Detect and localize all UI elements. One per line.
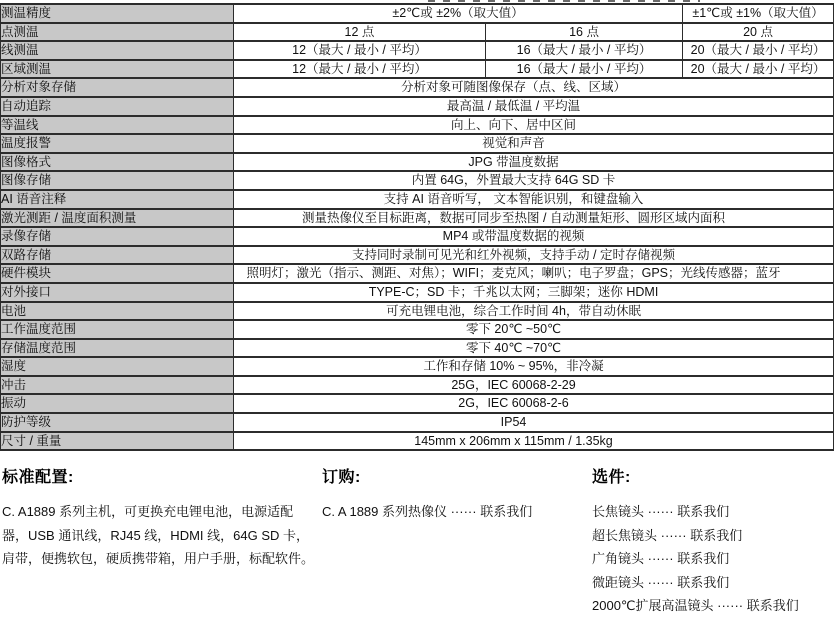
spec-row-value: 零下 40℃ ~70℃ — [234, 339, 834, 358]
standard-config-section — [2, 464, 316, 571]
options-section — [592, 464, 835, 618]
ordering-title: 订购: — [322, 469, 361, 486]
spec-row-label: 对外接口 — [1, 283, 234, 302]
spec-row-value: MP4 或带温度数据的视频 — [234, 227, 834, 246]
table-row — [1, 264, 834, 283]
list-item: 长焦镜头 ······ 联系我们 — [592, 504, 730, 519]
spec-row-value: 16 点 — [486, 23, 683, 42]
spec-row-value: ±2℃或 ±2%（取大值） — [234, 4, 683, 23]
spec-row-label: 冲击 — [1, 376, 234, 395]
spec-row-label: 图像存储 — [1, 171, 234, 190]
spec-row-label: 分析对象存储 — [1, 78, 234, 97]
spec-row-label: 区域测温 — [1, 60, 234, 79]
table-row — [1, 339, 834, 358]
spec-row-label: 线测温 — [1, 41, 234, 60]
spec-row-value: 零下 20℃ ~50℃ — [234, 320, 834, 339]
table-row — [1, 320, 834, 339]
spec-row-value: 12（最大 / 最小 / 平均） — [234, 41, 486, 60]
spec-row-label: 存储温度范围 — [1, 339, 234, 358]
table-row — [1, 246, 834, 265]
spec-row-value: JPG 带温度数据 — [234, 153, 834, 172]
ordering-section — [322, 464, 582, 524]
options-list — [592, 500, 835, 618]
spec-row-value: 支持同时录制可见光和红外视频，支持手动 / 定时存储视频 — [234, 246, 834, 265]
table-row — [1, 153, 834, 172]
spec-row-value: 内置 64G，外置最大支持 64G SD 卡 — [234, 171, 834, 190]
spec-row-label: 测温精度 — [1, 4, 234, 23]
spec-row-value: 分析对象可随图像保存（点、线、区域） — [234, 78, 834, 97]
standard-config-title: 标准配置: — [2, 469, 74, 486]
spec-row-value: 20（最大 / 最小 / 平均） — [683, 41, 834, 60]
spec-row-label: 湿度 — [1, 357, 234, 376]
spec-row-value: 16（最大 / 最小 / 平均） — [486, 60, 683, 79]
spec-row-value: 最高温 / 最低温 / 平均温 — [234, 97, 834, 116]
spec-row-value: 照明灯；激光（指示、测距、对焦）；WIFI；麦克风；喇叭；电子罗盘；GPS；光线传感器；蓝牙 — [234, 264, 834, 283]
list-item: C. A 1889 系列热像仪 ······ 联系我们 — [322, 504, 533, 519]
spec-row-value: 测量热像仪至目标距离，数据可同步至热图 / 自动测量矩形、圆形区域内面积 — [234, 209, 834, 228]
spec-row-value: 视觉和声音 — [234, 134, 834, 153]
table-row — [1, 190, 834, 209]
table-row — [1, 227, 834, 246]
spec-row-label: 工作温度范围 — [1, 320, 234, 339]
spec-row-label: 振动 — [1, 394, 234, 413]
spec-row-label: 硬件模块 — [1, 264, 234, 283]
spec-row-value: IP54 — [234, 413, 834, 432]
list-item: 广角镜头 ······ 联系我们 — [592, 551, 730, 566]
spec-row-value: 可充电锂电池，综合工作时间 4h，带自动休眠 — [234, 302, 834, 321]
table-row — [1, 116, 834, 135]
table-row — [1, 23, 834, 42]
table-row — [1, 134, 834, 153]
spec-row-value: 工作和存储 10% ~ 95%，非冷凝 — [234, 357, 834, 376]
options-title: 选件: — [592, 469, 631, 486]
spec-row-label: 等温线 — [1, 116, 234, 135]
table-row — [1, 432, 834, 451]
spec-row-label: 录像存储 — [1, 227, 234, 246]
table-row — [1, 376, 834, 395]
spec-row-value: 16（最大 / 最小 / 平均） — [486, 41, 683, 60]
table-row — [1, 171, 834, 190]
spec-row-label: 尺寸 / 重量 — [1, 432, 234, 451]
spec-table-body — [1, 4, 834, 450]
table-row — [1, 4, 834, 23]
spec-row-value: 12（最大 / 最小 / 平均） — [234, 60, 486, 79]
table-row — [1, 302, 834, 321]
table-row — [1, 209, 834, 228]
spec-row-label: 点测温 — [1, 23, 234, 42]
ordering-list — [322, 500, 582, 524]
spec-row-value: 向上、向下、居中区间 — [234, 116, 834, 135]
table-row — [1, 97, 834, 116]
spec-row-label: 自动追踪 — [1, 97, 234, 116]
spec-row-value: 12 点 — [234, 23, 486, 42]
table-row — [1, 413, 834, 432]
list-item: 超长焦镜头 ······ 联系我们 — [592, 527, 743, 543]
spec-row-value: 2G，IEC 60068-2-6 — [234, 394, 834, 413]
spec-row-value: TYPE-C；SD 卡；千兆以太网；三脚架；迷你 HDMI — [234, 283, 834, 302]
spec-row-label: 防护等级 — [1, 413, 234, 432]
spec-row-label: 激光测距 / 温度面积测量 — [1, 209, 234, 228]
table-row — [1, 41, 834, 60]
spec-row-value: 20 点 — [683, 23, 834, 42]
spec-row-label: 温度报警 — [1, 134, 234, 153]
spec-row-value: 145mm x 206mm x 115mm / 1.35kg — [234, 432, 834, 451]
spec-table — [0, 3, 834, 451]
table-row — [1, 60, 834, 79]
cropped-row-remnant — [428, 0, 700, 2]
spec-row-label: AI 语音注释 — [1, 190, 234, 209]
spec-row-label: 图像格式 — [1, 153, 234, 172]
table-row — [1, 283, 834, 302]
list-item: 微距镜头 ······ 联系我们 — [592, 574, 730, 590]
spec-row-value: 支持 AI 语音听写， 文本智能识别，和键盘输入 — [234, 190, 834, 209]
spec-row-label: 双路存储 — [1, 246, 234, 265]
spec-row-value: 25G，IEC 60068-2-29 — [234, 376, 834, 395]
table-row — [1, 394, 834, 413]
spec-row-value: 20（最大 / 最小 / 平均） — [683, 60, 834, 79]
standard-config-body: C. A1889 系列主机，可更换充电锂电池，电源适配器，USB 通讯线，RJ45 线，HDMI 线，64G SD 卡，肩带，便携软包，硬质携带箱，用户手册，标配软件。 — [2, 504, 315, 566]
table-row — [1, 78, 834, 97]
table-row — [1, 357, 834, 376]
spec-row-label: 电池 — [1, 302, 234, 321]
spec-row-value: ±1℃或 ±1%（取大值） — [683, 4, 834, 23]
list-item: 2000℃扩展高温镜头 ······ 联系我们 — [592, 598, 799, 613]
